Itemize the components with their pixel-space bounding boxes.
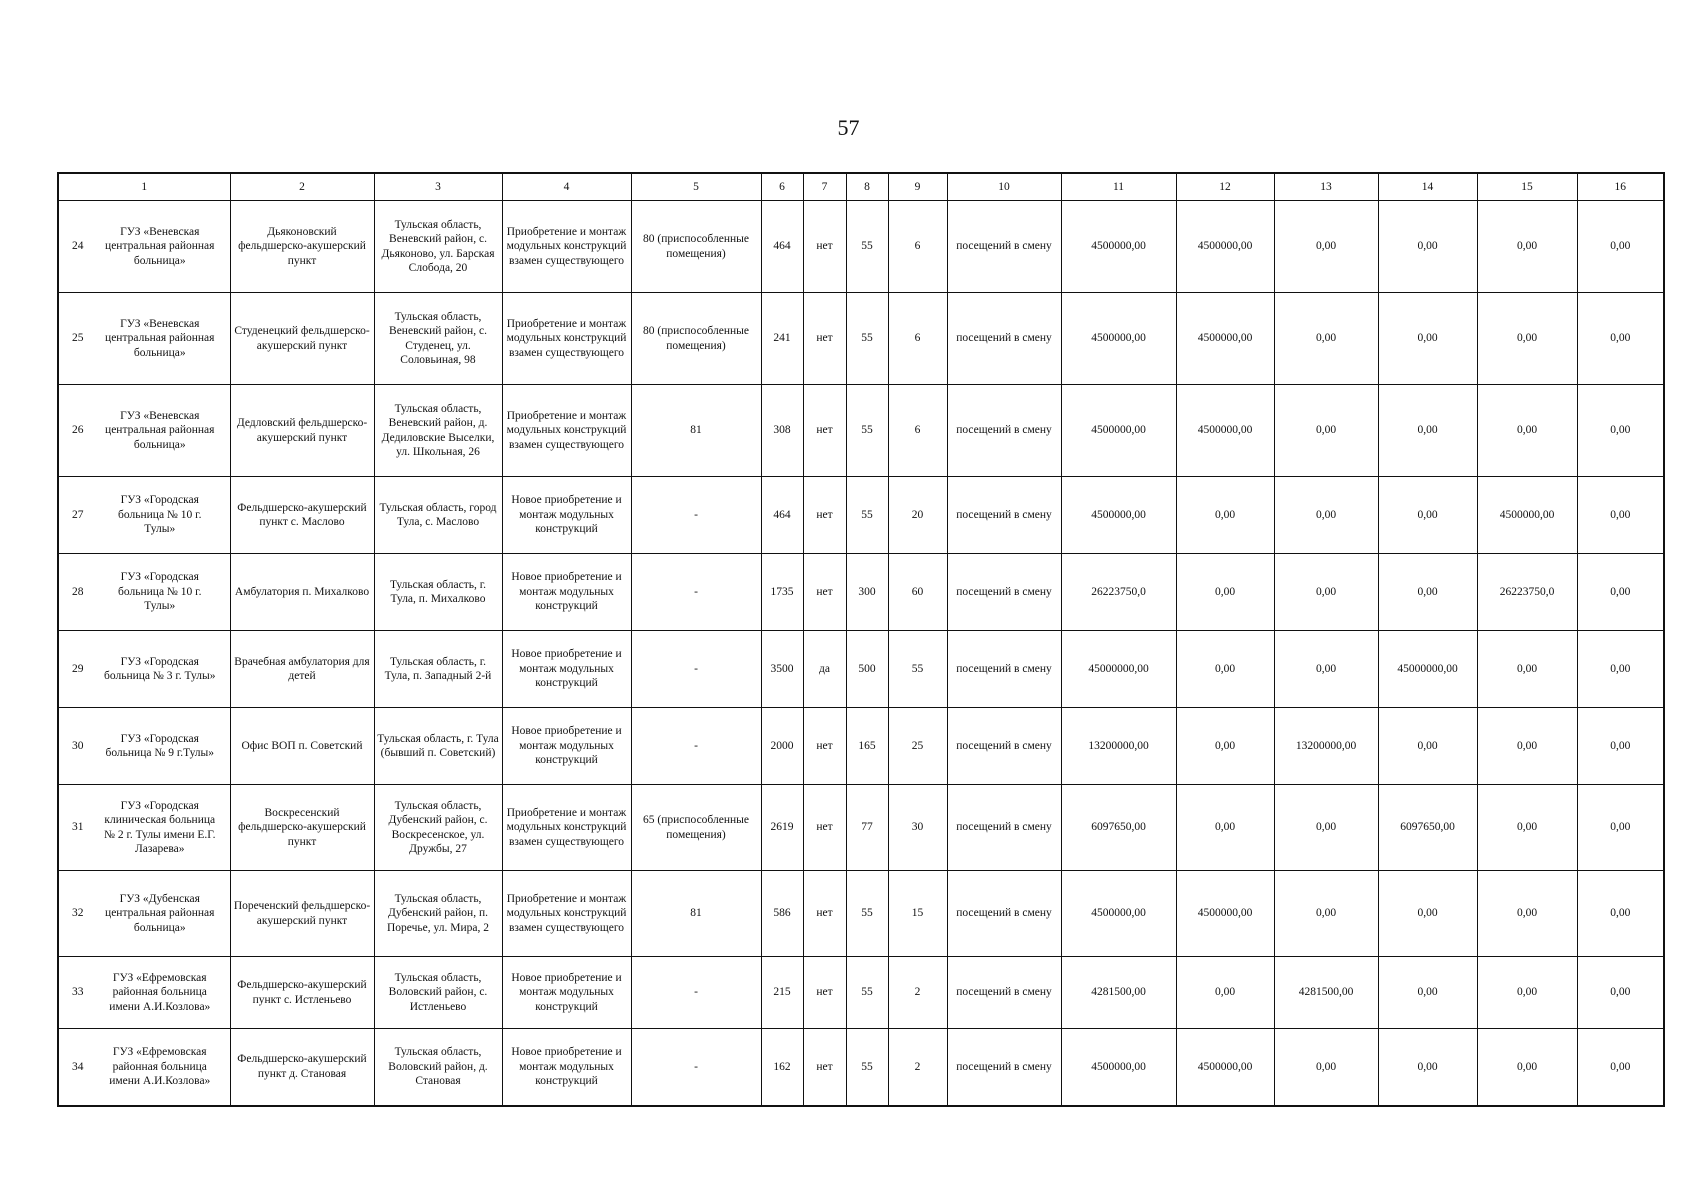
address-cell: Тульская область, Веневский район, с. Дьяконово, ул. Барская Слобода, 20 (374, 201, 502, 293)
facility-cell: Пореченский фельдшерско-акушерский пункт (230, 871, 374, 957)
flag-cell: нет (803, 957, 846, 1029)
amount-cell: 0,00 (1477, 785, 1577, 871)
facility-cell: Офис ВОП п. Советский (230, 708, 374, 785)
capacity-cell: 55 (846, 293, 888, 385)
table-row (58, 957, 1664, 1029)
capacity-cell: 55 (846, 477, 888, 554)
organization-name: ГУЗ «Городская больница № 10 г. Тулы» (118, 571, 202, 613)
flag-cell: нет (803, 385, 846, 477)
amount-cell: 0,00 (1176, 957, 1274, 1029)
amount-cell: 0,00 (1477, 871, 1577, 957)
column-number-cell: 9 (888, 173, 947, 201)
page-number: 57 (837, 115, 860, 140)
total-amount-cell: 4500000,00 (1061, 1029, 1176, 1106)
row-head-cell (58, 201, 230, 293)
amount-cell: 0,00 (1477, 957, 1577, 1029)
unit-cell: посещений в смену (947, 957, 1061, 1029)
amount-cell: 4500000,00 (1176, 293, 1274, 385)
unit-cell: посещений в смену (947, 785, 1061, 871)
total-amount-cell: 4500000,00 (1061, 871, 1176, 957)
address-cell: Тульская область, г. Тула, п. Михалково (374, 554, 502, 631)
flag-cell: нет (803, 708, 846, 785)
row-number: 31 (72, 821, 84, 834)
row-number: 26 (72, 424, 84, 437)
staff-cell: 20 (888, 477, 947, 554)
amount-cell: 0,00 (1176, 477, 1274, 554)
table-row (58, 477, 1664, 554)
unit-cell: посещений в смену (947, 871, 1061, 957)
table-row (58, 1029, 1664, 1106)
total-amount-cell: 45000000,00 (1061, 631, 1176, 708)
amount-cell: 0,00 (1274, 785, 1378, 871)
unit-cell: посещений в смену (947, 293, 1061, 385)
population-cell: 2619 (761, 785, 803, 871)
facility-cell: Амбулатория п. Михалково (230, 554, 374, 631)
area-cell: 80 (приспособленные помещения) (631, 201, 761, 293)
amount-cell: 4500000,00 (1176, 385, 1274, 477)
action-cell: Новое приобретение и монтаж модульных конструкций (502, 554, 631, 631)
unit-cell: посещений в смену (947, 554, 1061, 631)
amount-cell: 0,00 (1378, 708, 1477, 785)
address-cell: Тульская область, Дубенский район, п. Поречье, ул. Мира, 2 (374, 871, 502, 957)
area-cell: - (631, 554, 761, 631)
amount-cell: 0,00 (1176, 708, 1274, 785)
action-cell: Новое приобретение и монтаж модульных конструкций (502, 1029, 631, 1106)
total-amount-cell: 4281500,00 (1061, 957, 1176, 1029)
amount-cell: 0,00 (1378, 385, 1477, 477)
amount-cell: 0,00 (1274, 293, 1378, 385)
row-head-cell (58, 554, 230, 631)
population-cell: 2000 (761, 708, 803, 785)
action-cell: Приобретение и монтаж модульных конструкций взамен существующего (502, 201, 631, 293)
action-cell: Новое приобретение и монтаж модульных конструкций (502, 957, 631, 1029)
staff-cell: 55 (888, 631, 947, 708)
table-row (58, 708, 1664, 785)
staff-cell: 6 (888, 385, 947, 477)
column-number-cell: 12 (1176, 173, 1274, 201)
row-head-cell (58, 385, 230, 477)
population-cell: 3500 (761, 631, 803, 708)
amount-cell: 0,00 (1577, 871, 1664, 957)
table-row (58, 385, 1664, 477)
unit-cell: посещений в смену (947, 385, 1061, 477)
column-number-cell: 13 (1274, 173, 1378, 201)
unit-cell: посещений в смену (947, 201, 1061, 293)
table-row (58, 785, 1664, 871)
population-cell: 241 (761, 293, 803, 385)
capacity-cell: 55 (846, 871, 888, 957)
facility-cell: Дедловский фельдшерско-акушерский пункт (230, 385, 374, 477)
amount-cell: 0,00 (1577, 477, 1664, 554)
row-head-cell (58, 871, 230, 957)
amount-cell: 0,00 (1274, 871, 1378, 957)
total-amount-cell: 4500000,00 (1061, 477, 1176, 554)
amount-cell: 0,00 (1274, 385, 1378, 477)
action-cell: Новое приобретение и монтаж модульных конструкций (502, 708, 631, 785)
total-amount-cell: 4500000,00 (1061, 385, 1176, 477)
amount-cell: 13200000,00 (1274, 708, 1378, 785)
table-row (58, 631, 1664, 708)
facility-cell: Фельдшерско-акушерский пункт с. Маслово (230, 477, 374, 554)
column-number-cell: 4 (502, 173, 631, 201)
amount-cell: 4281500,00 (1274, 957, 1378, 1029)
address-cell: Тульская область, город Тула, с. Маслово (374, 477, 502, 554)
flag-cell: да (803, 631, 846, 708)
action-cell: Приобретение и монтаж модульных конструкций взамен существующего (502, 293, 631, 385)
total-amount-cell: 26223750,0 (1061, 554, 1176, 631)
amount-cell: 0,00 (1477, 631, 1577, 708)
row-head-cell (58, 785, 230, 871)
table-row (58, 871, 1664, 957)
total-amount-cell: 6097650,00 (1061, 785, 1176, 871)
amount-cell: 0,00 (1577, 785, 1664, 871)
total-amount-cell: 13200000,00 (1061, 708, 1176, 785)
amount-cell: 45000000,00 (1378, 631, 1477, 708)
staff-cell: 6 (888, 201, 947, 293)
row-head-cell (58, 1029, 230, 1106)
population-cell: 586 (761, 871, 803, 957)
flag-cell: нет (803, 201, 846, 293)
column-number-cell: 7 (803, 173, 846, 201)
amount-cell: 0,00 (1577, 708, 1664, 785)
capacity-cell: 77 (846, 785, 888, 871)
population-cell: 464 (761, 201, 803, 293)
amount-cell: 0,00 (1274, 201, 1378, 293)
amount-cell: 6097650,00 (1378, 785, 1477, 871)
amount-cell: 0,00 (1577, 1029, 1664, 1106)
amount-cell: 0,00 (1577, 293, 1664, 385)
flag-cell: нет (803, 871, 846, 957)
row-number: 32 (72, 907, 84, 920)
organization-name: ГУЗ «Веневская центральная районная больница» (105, 409, 215, 451)
staff-cell: 6 (888, 293, 947, 385)
row-number: 24 (72, 240, 84, 253)
column-number-cell: 1 (58, 173, 230, 201)
row-head-cell (58, 708, 230, 785)
population-cell: 215 (761, 957, 803, 1029)
area-cell: 81 (631, 385, 761, 477)
action-cell: Новое приобретение и монтаж модульных конструкций (502, 477, 631, 554)
column-number-cell: 2 (230, 173, 374, 201)
amount-cell: 0,00 (1477, 201, 1577, 293)
row-number: 28 (72, 585, 84, 598)
total-amount-cell: 4500000,00 (1061, 293, 1176, 385)
amount-cell: 0,00 (1378, 1029, 1477, 1106)
facility-cell: Фельдшерско-акушерский пункт с. Истленьево (230, 957, 374, 1029)
area-cell: 65 (приспособленные помещения) (631, 785, 761, 871)
staff-cell: 2 (888, 957, 947, 1029)
address-cell: Тульская область, г. Тула, п. Западный 2-й (374, 631, 502, 708)
address-cell: Тульская область, Воловский район, с. Истленьево (374, 957, 502, 1029)
amount-cell: 0,00 (1274, 1029, 1378, 1106)
facility-cell: Студенецкий фельдшерско-акушерский пункт (230, 293, 374, 385)
facility-cell: Дьяконовский фельдшерско-акушерский пункт (230, 201, 374, 293)
row-number: 34 (72, 1060, 84, 1073)
row-head-cell (58, 477, 230, 554)
amount-cell: 0,00 (1176, 785, 1274, 871)
amount-cell: 0,00 (1378, 957, 1477, 1029)
organization-name: ГУЗ «Городская клиническая больница № 2 г. Тулы имени Е.Г. Лазарева» (103, 799, 216, 855)
row-head-cell (58, 293, 230, 385)
amount-cell: 0,00 (1577, 631, 1664, 708)
row-number: 33 (72, 986, 84, 999)
flag-cell: нет (803, 554, 846, 631)
facility-cell: Воскресенский фельдшерско-акушерский пункт (230, 785, 374, 871)
row-number: 27 (72, 508, 84, 521)
area-cell: 80 (приспособленные помещения) (631, 293, 761, 385)
amount-cell: 0,00 (1378, 871, 1477, 957)
column-number-cell: 6 (761, 173, 803, 201)
capacity-cell: 55 (846, 385, 888, 477)
flag-cell: нет (803, 477, 846, 554)
table-row (58, 201, 1664, 293)
flag-cell: нет (803, 293, 846, 385)
action-cell: Приобретение и монтаж модульных конструкций взамен существующего (502, 785, 631, 871)
unit-cell: посещений в смену (947, 477, 1061, 554)
amount-cell: 0,00 (1378, 477, 1477, 554)
amount-cell: 0,00 (1477, 293, 1577, 385)
capacity-cell: 55 (846, 1029, 888, 1106)
organization-name: ГУЗ «Ефремовская районная больница имени А.И.Козлова» (109, 1046, 211, 1087)
staff-cell: 60 (888, 554, 947, 631)
amount-cell: 0,00 (1274, 631, 1378, 708)
capacity-cell: 500 (846, 631, 888, 708)
amount-cell: 0,00 (1378, 554, 1477, 631)
staff-cell: 2 (888, 1029, 947, 1106)
address-cell: Тульская область, Воловский район, д. Становая (374, 1029, 502, 1106)
population-cell: 162 (761, 1029, 803, 1106)
unit-cell: посещений в смену (947, 1029, 1061, 1106)
organization-name: ГУЗ «Городская больница № 3 г. Тулы» (104, 655, 216, 682)
action-cell: Новое приобретение и монтаж модульных конструкций (502, 631, 631, 708)
data-table (57, 172, 1665, 1107)
column-number-cell: 5 (631, 173, 761, 201)
amount-cell: 4500000,00 (1176, 201, 1274, 293)
amount-cell: 0,00 (1378, 201, 1477, 293)
row-number: 30 (72, 739, 84, 752)
unit-cell: посещений в смену (947, 708, 1061, 785)
amount-cell: 0,00 (1577, 554, 1664, 631)
area-cell: - (631, 631, 761, 708)
amount-cell: 0,00 (1477, 708, 1577, 785)
amount-cell: 0,00 (1577, 957, 1664, 1029)
column-number-cell: 10 (947, 173, 1061, 201)
row-number: 25 (72, 332, 84, 345)
area-cell: - (631, 708, 761, 785)
amount-cell: 26223750,0 (1477, 554, 1577, 631)
amount-cell: 0,00 (1577, 201, 1664, 293)
amount-cell: 4500000,00 (1176, 871, 1274, 957)
staff-cell: 30 (888, 785, 947, 871)
capacity-cell: 300 (846, 554, 888, 631)
area-cell: - (631, 477, 761, 554)
population-cell: 308 (761, 385, 803, 477)
organization-name: ГУЗ «Дубенская центральная районная больница» (105, 892, 215, 934)
staff-cell: 15 (888, 871, 947, 957)
amount-cell: 0,00 (1176, 631, 1274, 708)
table-row (58, 554, 1664, 631)
amount-cell: 0,00 (1577, 385, 1664, 477)
area-cell: - (631, 1029, 761, 1106)
column-number-cell: 11 (1061, 173, 1176, 201)
facility-cell: Фельдшерско-акушерский пункт д. Становая (230, 1029, 374, 1106)
column-number-cell: 14 (1378, 173, 1477, 201)
address-cell: Тульская область, Дубенский район, с. Воскресенское, ул. Дружбы, 27 (374, 785, 502, 871)
action-cell: Приобретение и монтаж модульных конструкций взамен существующего (502, 385, 631, 477)
organization-name: ГУЗ «Веневская центральная районная больница» (105, 317, 215, 359)
amount-cell: 0,00 (1274, 477, 1378, 554)
amount-cell: 0,00 (1176, 554, 1274, 631)
amount-cell: 0,00 (1274, 554, 1378, 631)
organization-name: ГУЗ «Ефремовская районная больница имени А.И.Козлова» (109, 971, 211, 1013)
capacity-cell: 165 (846, 708, 888, 785)
capacity-cell: 55 (846, 201, 888, 293)
row-number: 29 (72, 662, 84, 675)
facility-cell: Врачебная амбулатория для детей (230, 631, 374, 708)
organization-name: ГУЗ «Городская больница № 9 г.Тулы» (105, 732, 215, 759)
row-head-cell (58, 957, 230, 1029)
area-cell: 81 (631, 871, 761, 957)
table-row (58, 293, 1664, 385)
flag-cell: нет (803, 1029, 846, 1106)
area-cell: - (631, 957, 761, 1029)
total-amount-cell: 4500000,00 (1061, 201, 1176, 293)
amount-cell: 4500000,00 (1477, 477, 1577, 554)
organization-name: ГУЗ «Городская больница № 10 г. Тулы» (118, 494, 202, 536)
amount-cell: 0,00 (1477, 1029, 1577, 1106)
column-number-cell: 15 (1477, 173, 1577, 201)
organization-name: ГУЗ «Веневская центральная районная больница» (105, 225, 215, 267)
staff-cell: 25 (888, 708, 947, 785)
column-number-cell: 8 (846, 173, 888, 201)
flag-cell: нет (803, 785, 846, 871)
population-cell: 1735 (761, 554, 803, 631)
amount-cell: 0,00 (1378, 293, 1477, 385)
row-head-cell (58, 631, 230, 708)
amount-cell: 4500000,00 (1176, 1029, 1274, 1106)
capacity-cell: 55 (846, 957, 888, 1029)
address-cell: Тульская область, Веневский район, д. Дедиловские Выселки, ул. Школьная, 26 (374, 385, 502, 477)
column-number-cell: 3 (374, 173, 502, 201)
address-cell: Тульская область, Веневский район, с. Студенец, ул. Соловьиная, 98 (374, 293, 502, 385)
address-cell: Тульская область, г. Тула (бывший п. Советский) (374, 708, 502, 785)
column-number-header-row (58, 173, 1664, 201)
population-cell: 464 (761, 477, 803, 554)
column-number-cell: 16 (1577, 173, 1664, 201)
action-cell: Приобретение и монтаж модульных конструкций взамен существующего (502, 871, 631, 957)
unit-cell: посещений в смену (947, 631, 1061, 708)
amount-cell: 0,00 (1477, 385, 1577, 477)
